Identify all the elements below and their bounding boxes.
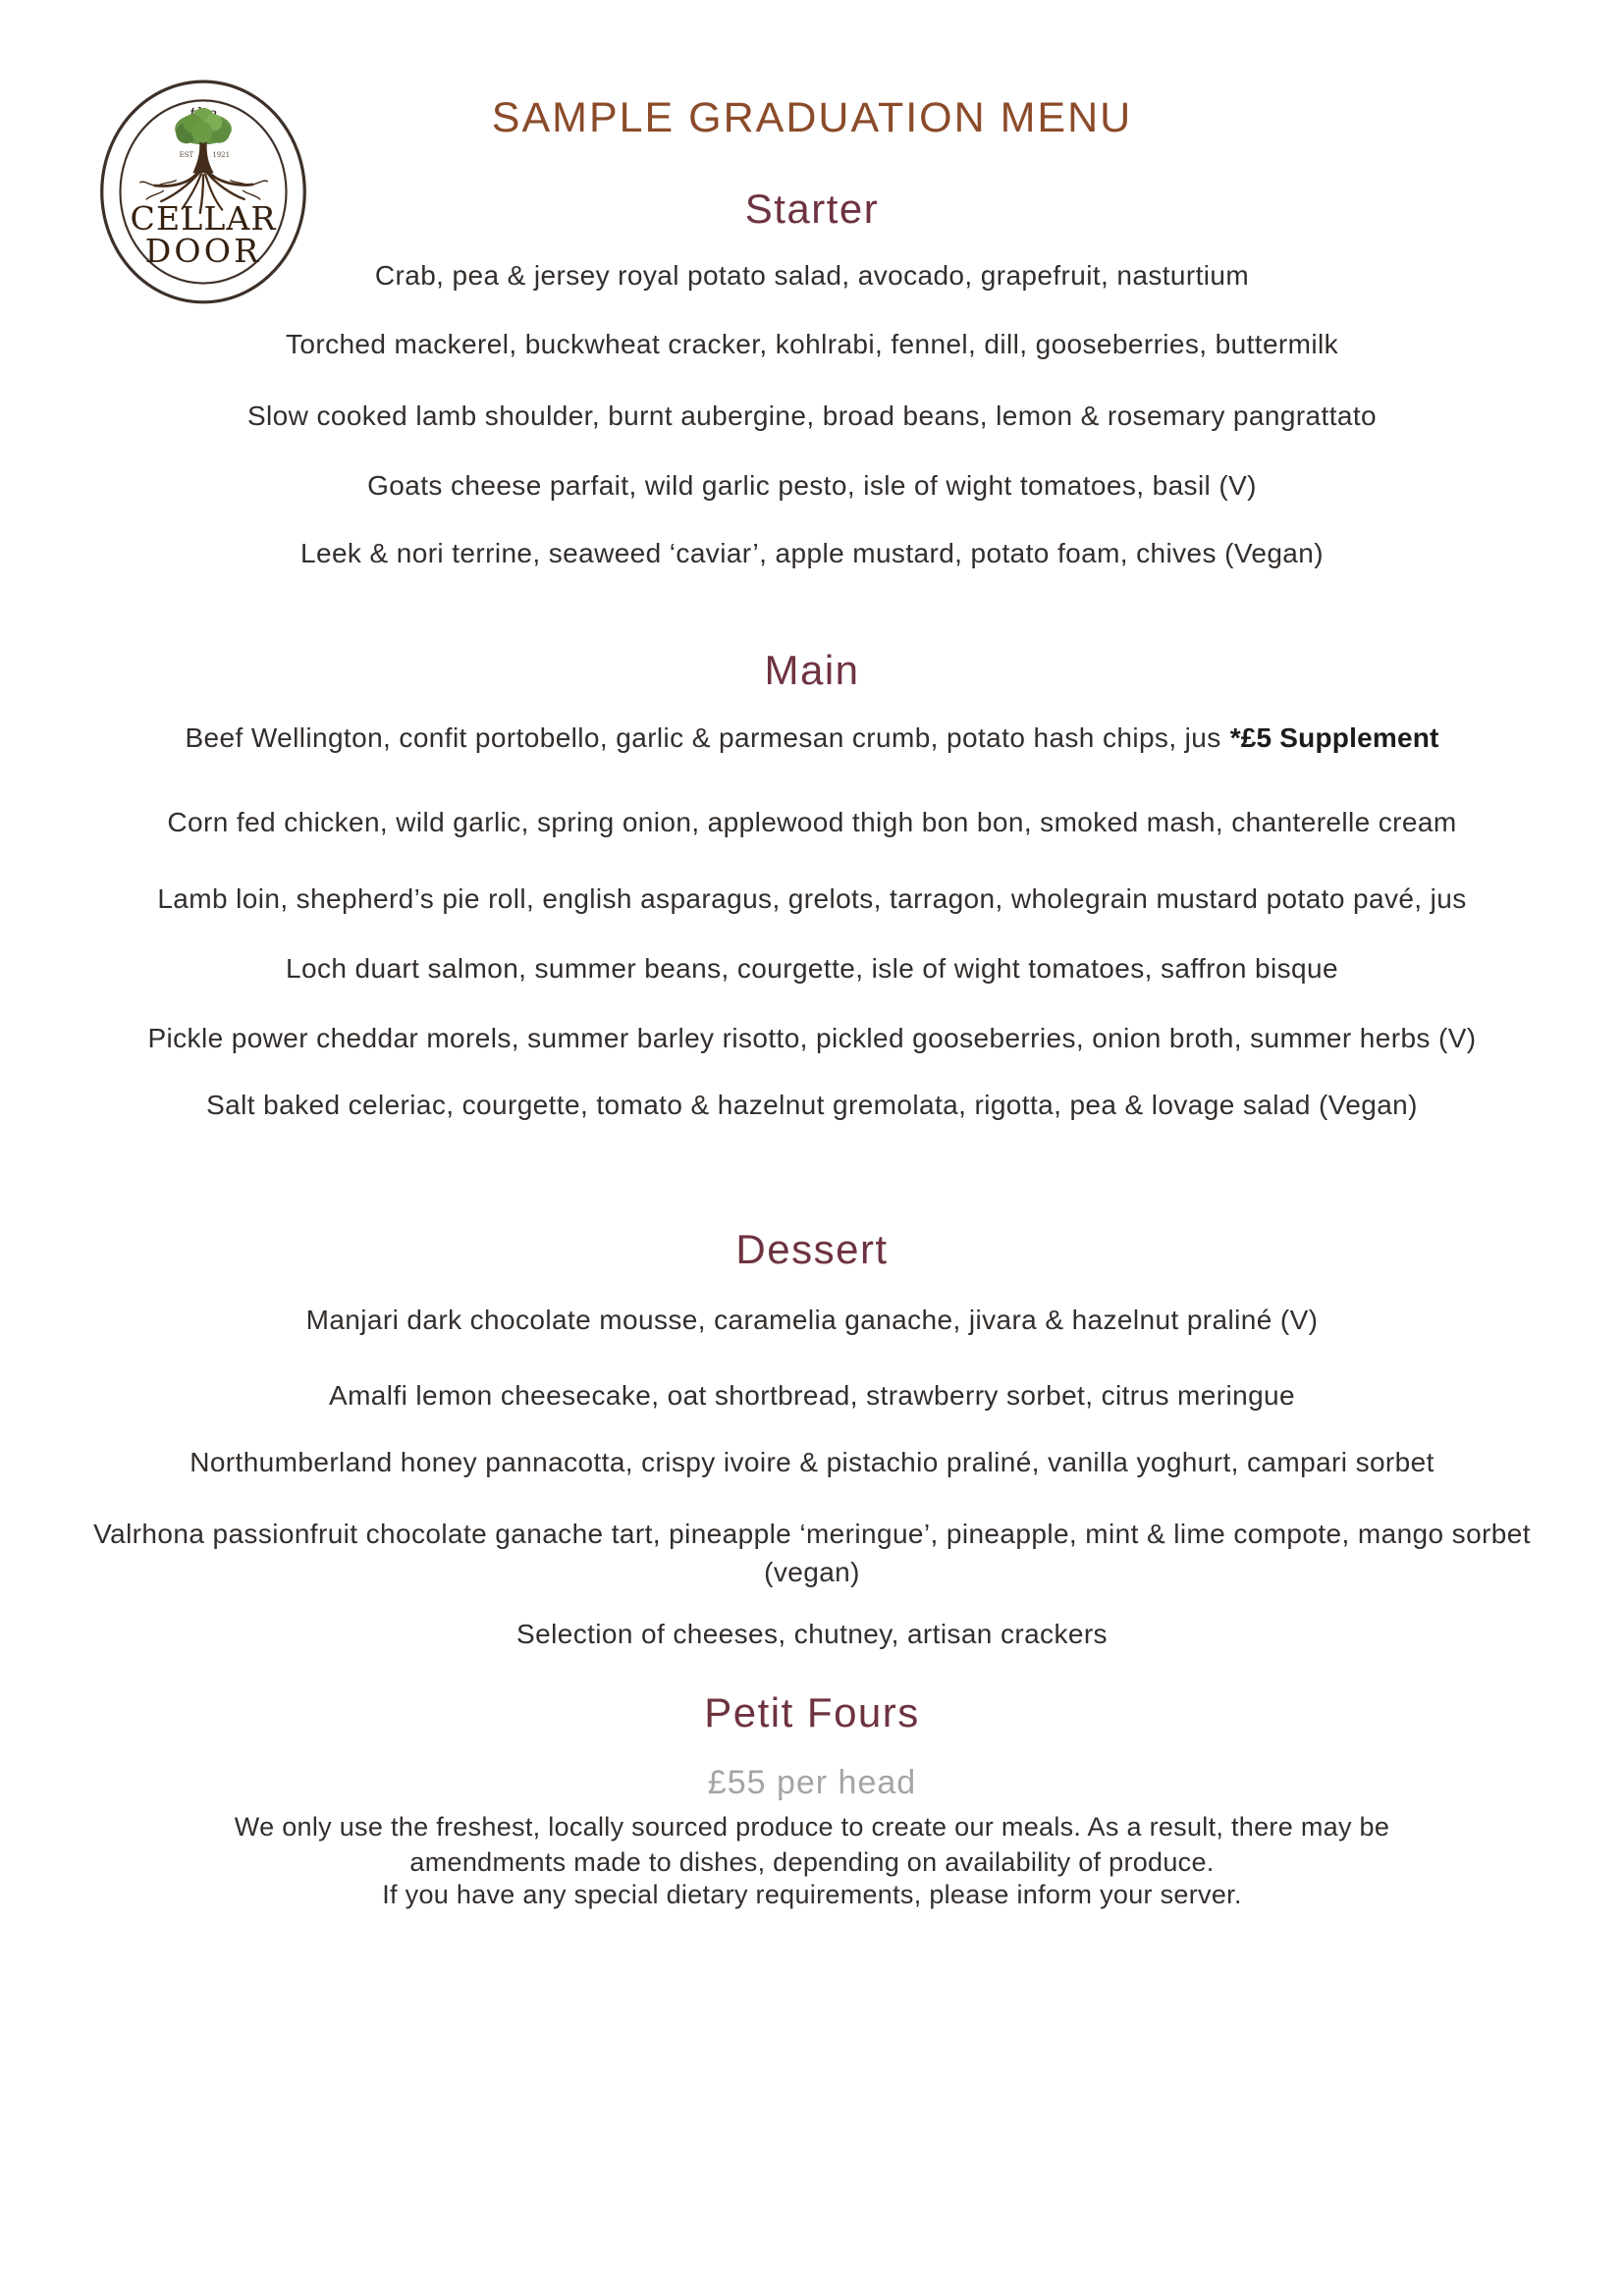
section-heading-petit-fours: Petit Fours bbox=[704, 1689, 920, 1735]
menu-item-main-3: Lamb loin, shepherd’s pie roll, english asparagus, grelots, tarragon, wholegrain mustard potato pavé, jus bbox=[157, 883, 1467, 914]
page-title: SAMPLE GRADUATION MENU bbox=[491, 94, 1133, 141]
menu-item-starter-4: Goats cheese parfait, wild garlic pesto, isle of wight tomatoes, basil (V) bbox=[367, 470, 1257, 501]
supplement-note: *£5 Supplement bbox=[1229, 722, 1439, 753]
menu-item-dessert-5: Selection of cheeses, chutney, artisan crackers bbox=[516, 1619, 1108, 1649]
menu-item-dessert-2: Amalfi lemon cheesecake, oat shortbread, strawberry sorbet, citrus meringue bbox=[329, 1380, 1295, 1411]
menu-item-starter-2: Torched mackerel, buckwheat cracker, kohlrabi, fennel, dill, gooseberries, buttermilk bbox=[285, 329, 1339, 359]
logo-est-left-text: EST bbox=[179, 151, 194, 160]
section-heading-main: Main bbox=[764, 647, 860, 693]
menu-item-main-6: Salt baked celeriac, courgette, tomato & hazelnut gremolata, rigotta, pea & lovage salad (Vegan) bbox=[206, 1090, 1418, 1120]
menu-item-main-2: Corn fed chicken, wild garlic, spring onion, applewood thigh bon bon, smoked mash, chanterelle cream bbox=[167, 807, 1457, 837]
logo-cellar-text: CELLAR bbox=[130, 198, 277, 238]
price-per-head: £55 per head bbox=[707, 1764, 917, 1801]
logo-est-right-text: 1921 bbox=[212, 151, 231, 160]
menu-item-starter-1: Crab, pea & jersey royal potato salad, avocado, grapefruit, nasturtium bbox=[374, 260, 1250, 291]
menu-item-starter-5: Leek & nori terrine, seaweed ‘caviar’, apple mustard, potato foam, chives (Vegan) bbox=[300, 538, 1324, 568]
menu-item-starter-3: Slow cooked lamb shoulder, burnt aubergine, broad beans, lemon & rosemary pangrattato bbox=[246, 400, 1377, 431]
logo-door-text: DOOR bbox=[144, 232, 262, 271]
menu-item-dessert-3: Northumberland honey pannacotta, crispy ivoire & pistachio praliné, vanilla yoghurt, campari sorbet bbox=[189, 1447, 1435, 1477]
menu-item-main-1 bbox=[0, 721, 1624, 755]
menu-item-main-5: Pickle power cheddar morels, summer barley risotto, pickled gooseberries, onion broth, summer herbs (V) bbox=[147, 1023, 1477, 1053]
footer-note-line-3: If you have any special dietary requirements, please inform your server. bbox=[382, 1880, 1242, 1909]
menu-item-dessert-1: Manjari dark chocolate mousse, caramelia ganache, jivara & hazelnut praliné (V) bbox=[305, 1305, 1319, 1335]
footer-note-line-1: We only use the freshest, locally sourced produce to create our meals. As a result, there may be bbox=[234, 1812, 1390, 1842]
menu-item-main-4: Loch duart salmon, summer beans, courgette, isle of wight tomatoes, saffron bisque bbox=[286, 953, 1338, 984]
menu-item-main-1-text: Beef Wellington, confit portobello, garlic & parmesan crumb, potato hash chips, jus bbox=[185, 722, 1221, 753]
section-heading-dessert: Dessert bbox=[735, 1226, 889, 1272]
section-heading-starter: Starter bbox=[744, 186, 880, 232]
footer-note-line-2: amendments made to dishes, depending on availability of produce. bbox=[409, 1847, 1215, 1877]
menu-item-dessert-4: Valrhona passionfruit chocolate ganache tart, pineapple ‘meringue’, pineapple, mint & lime compote, mango sorbet (vegan) bbox=[93, 1519, 1531, 1587]
